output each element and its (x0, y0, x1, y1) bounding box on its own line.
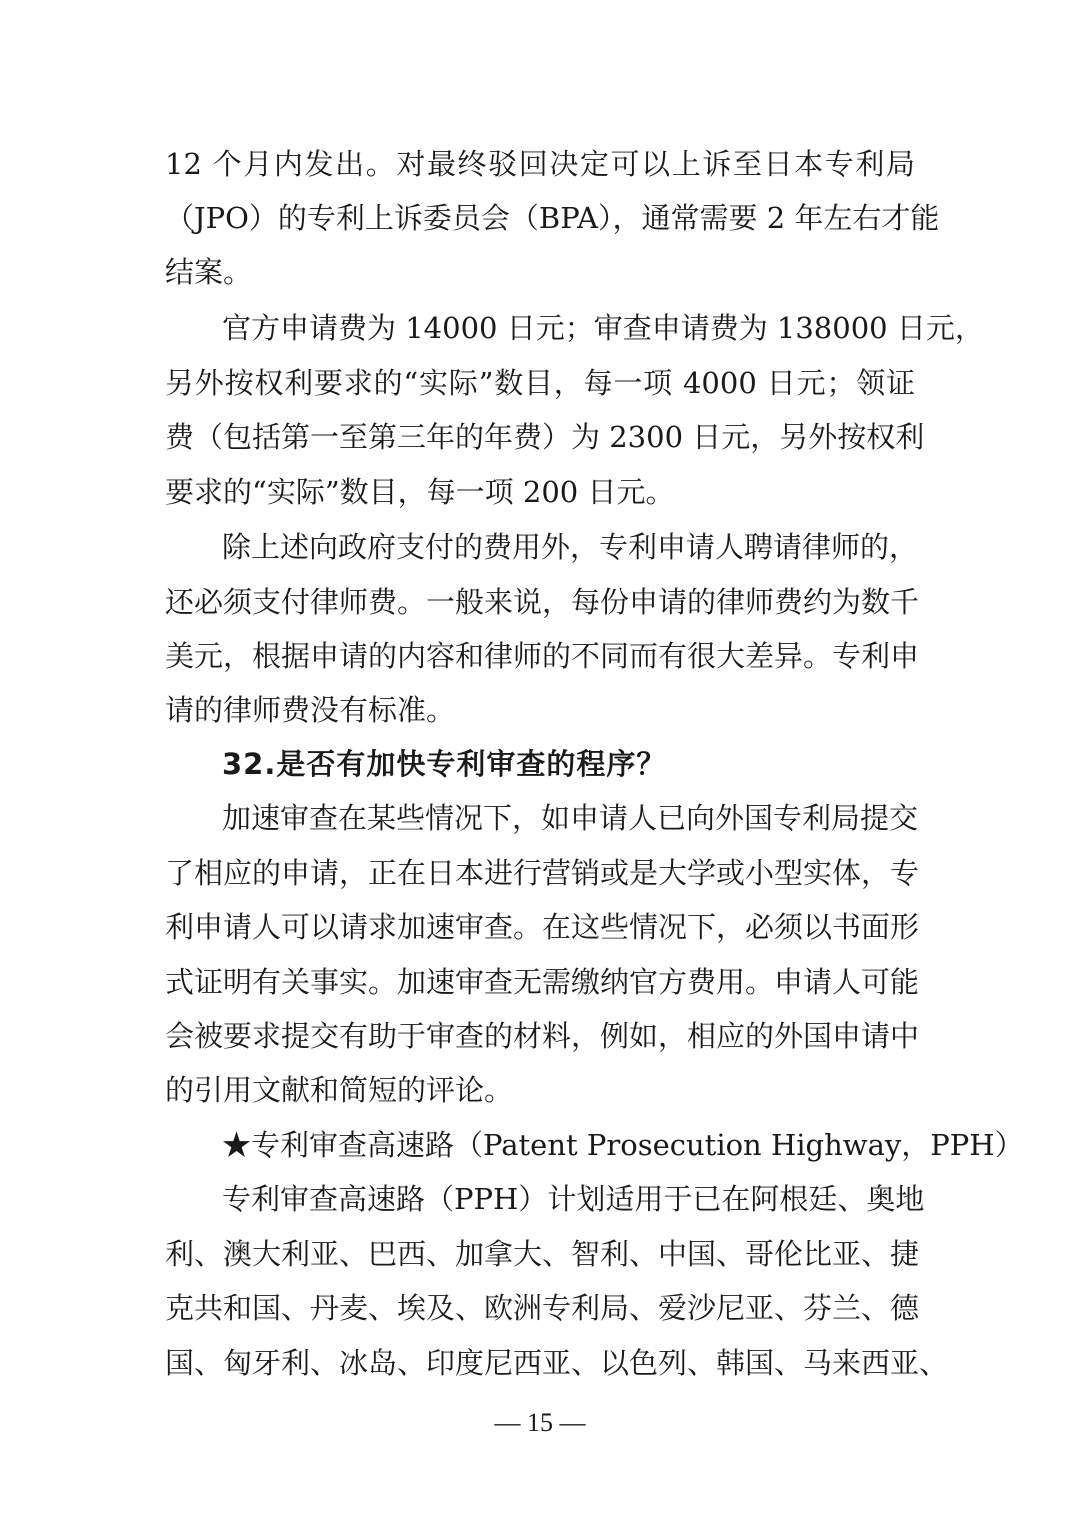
text-line: 利、澳大利亚、巴西、加拿大、智利、中国、哥伦比亚、捷 (165, 1237, 920, 1271)
section-heading: 32.是否有加快专利审查的程序？ (222, 747, 667, 781)
text-line: 美元，根据申请的内容和律师的不同而有很大差异。专利申 (165, 639, 920, 673)
text-line: 要求的“实际”数目，每一项 200 日元。 (165, 475, 675, 509)
text-line: 请的律师费没有标准。 (165, 693, 456, 727)
text-line: （JPO）的专利上诉委员会（BPA），通常需要 2 年左右才能 (165, 201, 940, 235)
pph-subheading: ★专利审查高速路（Patent Prosecution Highway，PPH） (222, 1128, 1024, 1162)
text-line: 国、匈牙利、冰岛、印度尼西亚、以色列、韩国、马来西亚、 (165, 1346, 949, 1380)
text-line: 利申请人可以请求加速审查。在这些情况下，必须以书面形 (165, 910, 920, 944)
text-line: 12 个月内发出。对最终驳回决定可以上诉至日本专利局 (165, 147, 915, 181)
text-line: 会被要求提交有助于审查的材料，例如，相应的外国申请中 (165, 1019, 920, 1053)
text-line: 结案。 (165, 255, 253, 289)
text-line: 另外按权利要求的“实际”数目，每一项 4000 日元；领证 (165, 366, 915, 400)
text-line: 费（包括第一至第三年的年费）为 2300 日元，另外按权利 (165, 420, 925, 454)
text-line: 除上述向政府支付的费用外，专利申请人聘请律师的， (222, 530, 919, 564)
text-line: 加速审查在某些情况下，如申请人已向外国专利局提交 (222, 801, 919, 835)
text-line: 了相应的申请，正在日本进行营销或是大学或小型实体，专 (165, 856, 920, 890)
text-line: 的引用文献和简短的评论。 (165, 1073, 514, 1107)
text-line: 式证明有关事实。加速审查无需缴纳官方费用。申请人可能 (165, 965, 920, 999)
text-line: 专利审查高速路（PPH）计划适用于已在阿根廷、奥地 (222, 1182, 925, 1216)
text-line: 官方申请费为 14000 日元；审查申请费为 138000 日元， (222, 311, 984, 345)
text-line: 还必须支付律师费。一般来说，每份申请的律师费约为数千 (165, 585, 920, 619)
text-line: 克共和国、丹麦、埃及、欧洲专利局、爱沙尼亚、芬兰、德 (165, 1291, 920, 1325)
page-number: — 15 — (494, 1408, 586, 1437)
